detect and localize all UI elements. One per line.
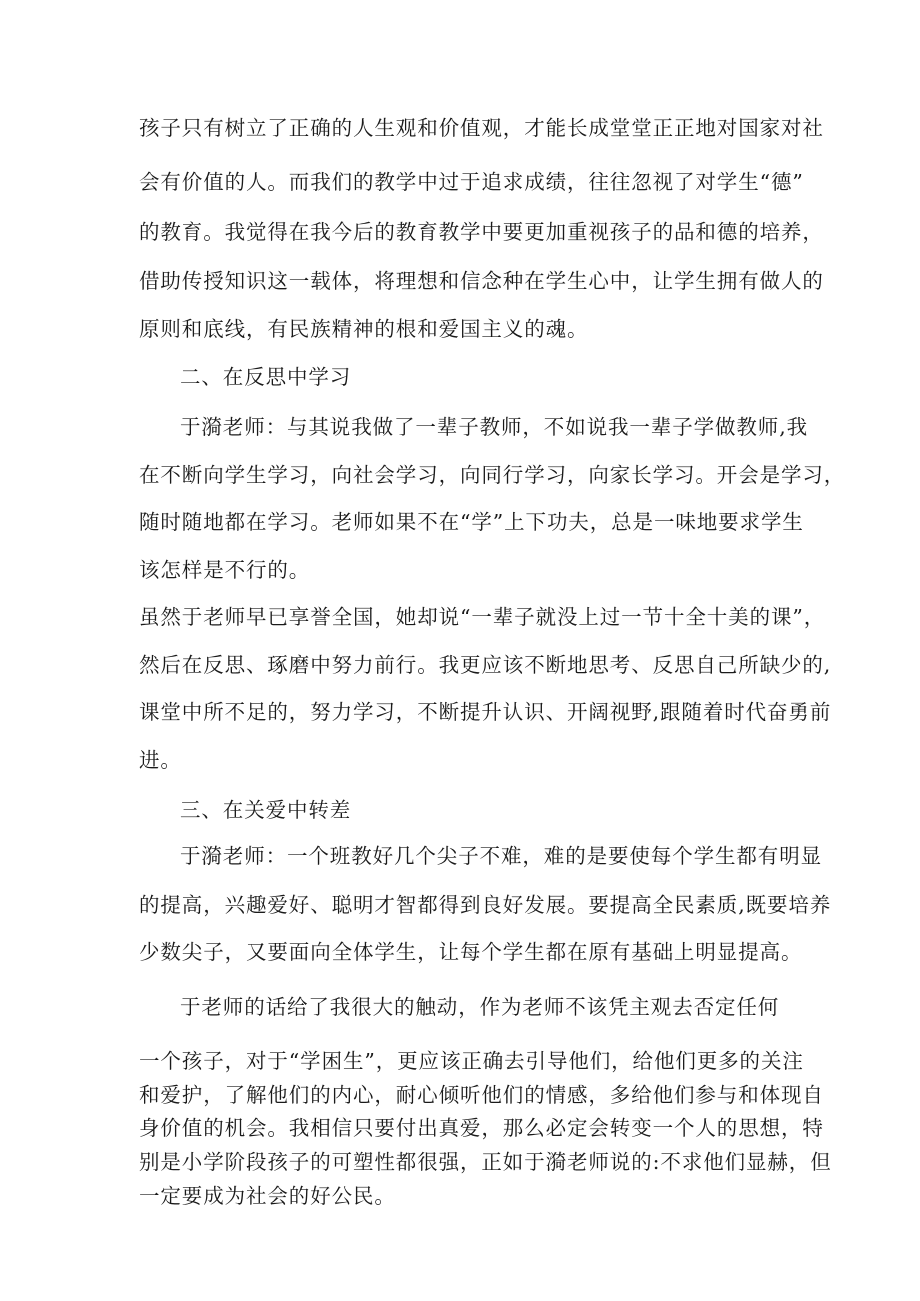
paragraph-4-line-1: 于漪老师：一个班教好几个尖子不难，难的是要使每个学生都有明显 <box>180 844 822 868</box>
paragraph-3-line-1: 虽然于老师早已享誉全国，她却说“一辈子就没上过一节十全十美的课”， <box>139 605 826 629</box>
paragraph-1-line-3: 的教育。我觉得在我今后的教育教学中要更加重视孩子的品和德的培养， <box>139 220 824 244</box>
paragraph-2-line-3: 随时随地都在学习。老师如果不在“学”上下功夫，总是一味地要求学生 <box>139 510 804 534</box>
section-heading-3: 三、在关爱中转差 <box>180 798 352 822</box>
paragraph-6-line-4: 别是小学阶段孩子的可塑性都很强，正如于漪老师说的:不求他们显赫，但 <box>139 1150 832 1174</box>
paragraph-1-line-5: 原则和底线，有民族精神的根和爱国主义的魂。 <box>139 317 589 341</box>
paragraph-4-line-2: 的提高，兴趣爱好、聪明才智都得到良好发展。要提高全民素质,既要培养 <box>139 893 832 917</box>
paragraph-1-line-2: 会有价值的人。而我们的教学中过于追求成绩，往往忽视了对学生“德” <box>139 170 804 194</box>
paragraph-2-line-4: 该怎样是不行的。 <box>139 558 311 582</box>
paragraph-6-line-5: 一定要成为社会的好公民。 <box>139 1184 396 1208</box>
paragraph-5-line-1: 于老师的话给了我很大的触动，作为老师不该凭主观去否定任何 <box>180 995 780 1019</box>
paragraph-4-line-3: 少数尖子，又要面向全体学生，让每个学生都在原有基础上明显提高。 <box>139 940 803 964</box>
paragraph-6-line-1: 一个孩子，对于“学困生”，更应该正确去引导他们，给他们更多的关注 <box>139 1049 804 1073</box>
paragraph-3-line-4: 进。 <box>139 748 182 772</box>
paragraph-6-line-3: 身价值的机会。我相信只要付出真爱，那么必定会转变一个人的思想，特 <box>139 1116 824 1140</box>
paragraph-3-line-2: 然后在反思、琢磨中努力前行。我更应该不断地思考、反思自己所缺少的, <box>139 653 832 677</box>
section-heading-2: 二、在反思中学习 <box>180 365 352 389</box>
paragraph-3-line-3: 课堂中所不足的，努力学习，不断提升认识、开阔视野,跟随着时代奋勇前 <box>139 700 832 724</box>
paragraph-6-line-2: 和爱护，了解他们的内心，耐心倾听他们的情感，多给他们参与和体现自 <box>139 1083 824 1107</box>
paragraph-1-line-1: 孩子只有树立了正确的人生观和价值观，才能长成堂堂正正地对国家对社 <box>139 116 824 140</box>
paragraph-1-line-4: 借助传授知识这一载体，将理想和信念种在学生心中，让学生拥有做人的 <box>139 269 824 293</box>
paragraph-2-line-2: 在不断向学生学习，向社会学习，向同行学习，向家长学习。开会是学习， <box>139 463 846 487</box>
paragraph-2-line-1: 于漪老师：与其说我做了一辈子教师，不如说我一辈子学做教师,我 <box>180 415 809 439</box>
